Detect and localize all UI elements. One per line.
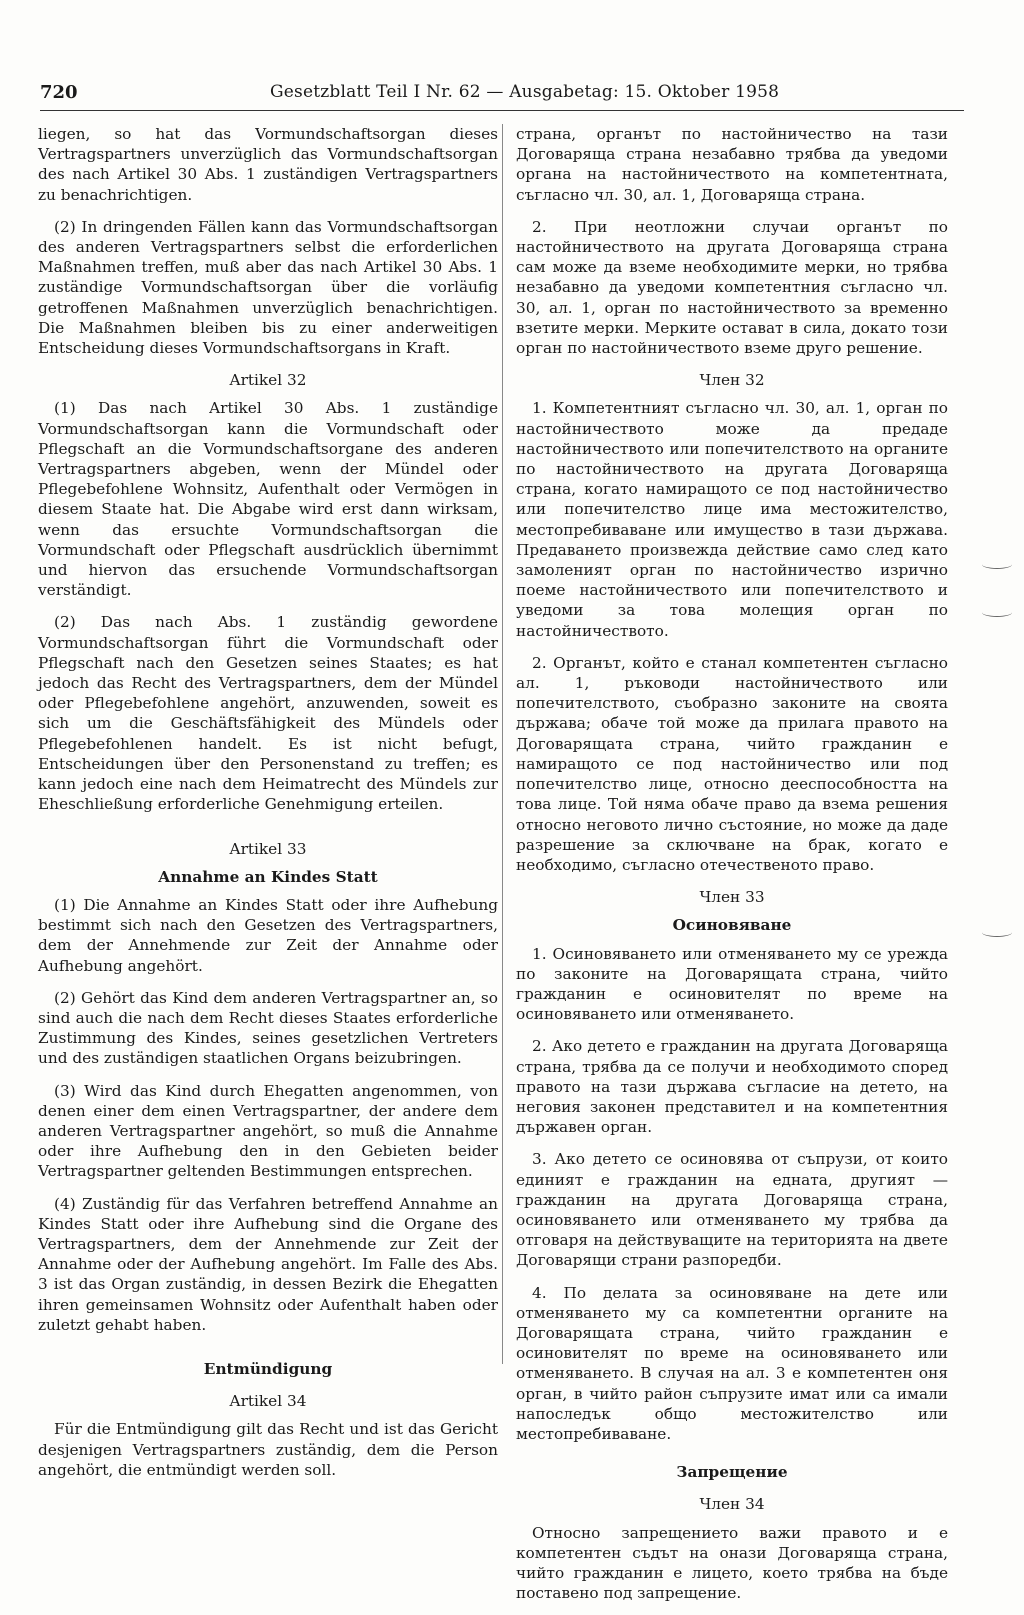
bulgarian-column (516, 124, 948, 1615)
paragraph: 2. Органът, който е станал компетентен съгласно ал. 1, ръководи настойничеството или попечителството, съобразно законите на своята държава; обаче той може да прилага правото на Договарящата страна, чийто гражданин е намиращото се под настойничество или под попечителство лице, относно дееспособността на това лице. Той няма обаче право да взема решения относно неговото лично състояние, но може да даде разрешение за сключване на брак, когато е необходимо, съгласно отечественото право. (516, 653, 948, 874)
paragraph: (2) In dringenden Fällen kann das Vormundschaftsorgan des anderen Vertragspartners selbst die erforderlichen Maßnahmen treffen, muß aber das nach Artikel 30 Abs. 1 zuständige Vormundschaftsorgan über die vorläufig getroffenen Maßnahmen unverzüglich benachrichtigen. Die Maßnahmen bleiben bis zu einer anderweitigen Entscheidung dieses Vormundschaftsorgans in Kraft. (38, 217, 498, 358)
paragraph: Für die Entmündigung gilt das Recht und ist das Gericht desjenigen Vertragspartners zuständig, dem die Person angehört, die entmündigt werden soll. (38, 1420, 498, 1479)
paragraph: 2. Ако детето е гражданин на другата Договаряща страна, трябва да се получи и необходимото според правото на тази държава съгласие на детето, на неговия законен представител и на компетентния държавен орган. (516, 1037, 948, 1137)
section-heading: Запрещение (676, 1463, 788, 1482)
page-number: 720 (40, 82, 78, 103)
article-label: Artikel 34 (229, 1392, 307, 1411)
paragraph: (1) Die Annahme an Kindes Statt oder ihre Aufhebung bestimmt sich nach den Gesetzen des Vertragspartners, dem der Annehmende zur Zeit der Annahme oder Aufhebung angehört. (38, 895, 498, 975)
paragraph: (2) Gehört das Kind dem anderen Vertragspartner an, so sind auch die nach dem Recht dieses Staates erforderliche Zustimmung des Kindes, seines gesetzlichen Vertreters und des zuständigen staatlichen Organs beizubringen. (38, 988, 498, 1068)
margin-mark (982, 928, 1012, 937)
article-heading: Annahme an Kindes Statt (158, 867, 378, 886)
margin-mark (982, 608, 1012, 617)
article-label: Artikel 33 (229, 839, 307, 858)
paragraph: страна, органът по настойничество на тази Договаряща страна незабавно трябва да уведоми органа на настойничеството на компетентната, съгласно чл. 30, ал. 1, Договаряща страна. (516, 125, 948, 204)
paragraph: (4) Zuständig für das Verfahren betreffend Annahme an Kindes Statt oder ihre Aufhebung sind die Organe des Vertragspartners, dem der Annehmende zur Zeit der Annahme oder der Aufhebung angehört. Im Falle des Abs. 3 ist das Organ zuständig, in dessen Bezirk die Ehegatten ihren gemeinsamen Wohnsitz oder Aufenthalt haben oder zuletzt gehabt haben. (38, 1194, 498, 1334)
paragraph: (1) Das nach Artikel 30 Abs. 1 zuständige Vormundschaftsorgan kann die Vormundschaft oder Pflegschaft an die Vormundschaftsorgane des anderen Vertragspartners abgeben, wenn der Mündel oder Pflegebefohlene Wohnsitz, Aufenthalt oder Vermögen in diesem Staate hat. Die Abgabe wird erst dann wirksam, wenn das ersuchte Vormundschaftsorgan die Vormundschaft oder Pflegschaft ausdrücklich übernimmt und hiervon das ersuchende Vormundschaftsorgan verständigt. (38, 399, 498, 600)
paragraph: liegen, so hat das Vormundschaftsorgan dieses Vertragspartners unverzüglich das Vormundschaftsorgan des nach Artikel 30 Abs. 1 zuständigen Vertragspartners zu benachrichtigen. (38, 125, 498, 204)
article-label: Член 34 (699, 1495, 765, 1514)
page-header (40, 82, 964, 108)
page-title: Gesetzblatt Teil I Nr. 62 — Ausgabetag: 15. Oktober 1958 (270, 82, 780, 102)
article-heading: Осиновяване (672, 916, 792, 935)
article-label: Член 32 (699, 371, 765, 390)
paragraph: 1. Компетентният съгласно чл. 30, ал. 1, орган по настойничеството може да предаде настойничеството или попечителството на органите по настойничеството на другата Договаряща страна, когато намиращото се под настойничество или попечителство лице има местожителство, местопребиваване или имущество в тази държава. Предаването произвежда действие само след като замоленият орган по настойничество изрично поеме настойничеството или попечителството и уведоми за това молещия орган по настойничеството. (516, 399, 948, 640)
section-heading: Entmündigung (203, 1359, 333, 1378)
margin-mark (982, 560, 1012, 569)
paragraph: Относно запрещението важи правото и е компетентен съдът на онази Договаряща страна, чийто гражданин е лицето, което трябва на бъде поставено под запрещение. (516, 1523, 948, 1603)
paragraph: 4. По делата за осиновяване на дете или отменяването му са компетентни органите на Договарящата страна, чийто гражданин е осиновителят по време на осиновяването или отменяването. В случая на ал. 3 е компетентен оня орган, в чийто район съпрузите имат или са имали напоследък общо местожителство или местопребиваване. (516, 1283, 948, 1443)
paragraph: (3) Wird das Kind durch Ehegatten angenommen, von denen einer dem einen Vertragspartner, der andere dem anderen Vertragspartner angehört, so muß die Annahme oder ihre Aufhebung den in den Gebieten beider Vertragspartner geltenden Bestimmungen entsprechen. (38, 1081, 498, 1181)
header-rule (40, 110, 964, 111)
paragraph: 1. Осиновяването или отменяването му се урежда по законите на Договарящата страна, чийто гражданин е осиновителят по време на осиновяването или отменяването. (516, 944, 948, 1024)
article-label: Член 33 (699, 888, 765, 907)
article-label: Artikel 32 (229, 371, 307, 390)
paragraph: 3. Ако детето се осиновява от съпрузи, от които единият е гражданин на едната, другият — гражданин на другата Договаряща страна, осиновяването или отменяването му трябва да отговаря на действуващите на територията на двете Договарящи страни разпоредби. (516, 1150, 948, 1270)
german-column (38, 124, 498, 1492)
column-divider (502, 124, 503, 1364)
paragraph: (2) Das nach Abs. 1 zuständig gewordene Vormundschaftsorgan führt die Vormundschaft oder Pflegschaft nach den Gesetzen seines Staates; es hat jedoch das Recht des Vertragspartners, dem der Mündel oder Pflegebefohlene angehört, anzuwenden, soweit es sich um die Geschäftsfähigkeit des Mündels oder Pflegebefohlenen handelt. Es ist nicht befugt, Entscheidungen über den Personenstand zu treffen; es kann jedoch eine nach dem Heimatrecht des Mündels zur Eheschließung erforderliche Genehmigung erteilen. (38, 613, 498, 814)
paragraph: 2. При неотложни случаи органът по настойничеството на другата Договаряща страна сам може да вземе необходимите мерки, но трябва незабавно да уведоми компетентния съгласно чл. 30, ал. 1, орган по настойничеството за временно взетите мерки. Мерките остават в сила, докато този орган по настойничеството вземе друго решение. (516, 217, 948, 358)
